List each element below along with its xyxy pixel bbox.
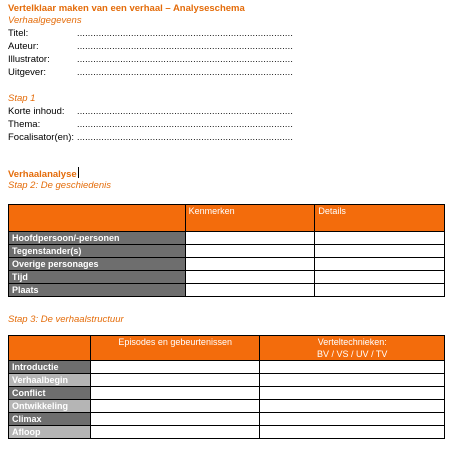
table-row: [9, 413, 445, 426]
dots-thema: ................................................................................: [77, 119, 294, 129]
verteltechnieken-title: Verteltechnieken:: [317, 337, 387, 347]
row-label-hoofdpersoon: Hoofdpersoon/-personen: [9, 232, 186, 245]
cell-kenmerken-tegenstander[interactable]: [185, 245, 315, 258]
cell-techniek-verhaalbegin[interactable]: [260, 374, 445, 387]
section-verhaalanalyse[interactable]: [8, 167, 79, 180]
cell-episodes-verhaalbegin[interactable]: [90, 374, 260, 387]
row-label-overige: Overige personages: [9, 258, 186, 271]
cell-techniek-conflict[interactable]: [260, 387, 445, 400]
cell-techniek-climax[interactable]: [260, 413, 445, 426]
verhaalanalyse-text: Verhaalanalyse: [8, 169, 77, 180]
cell-kenmerken-tijd[interactable]: [185, 271, 315, 284]
table1-header-row: [9, 205, 445, 232]
table2-header-verteltechnieken: [260, 336, 445, 361]
row-label-ontwikkeling: Ontwikkeling: [9, 400, 91, 413]
label-illustrator: Illustrator:: [8, 54, 50, 65]
label-auteur: Auteur:: [8, 41, 39, 52]
table-row: [9, 245, 445, 258]
table2-header-empty: [9, 336, 91, 361]
dots-titel: ................................................................................: [77, 28, 294, 38]
cell-kenmerken-hoofdpersoon[interactable]: [185, 232, 315, 245]
section-stap1: Stap 1: [8, 93, 36, 104]
cell-techniek-afloop[interactable]: [260, 426, 445, 439]
cell-details-overige[interactable]: [315, 258, 445, 271]
table1-header-empty: [9, 205, 186, 232]
row-label-climax: Climax: [9, 413, 91, 426]
cell-episodes-conflict[interactable]: [90, 387, 260, 400]
section-stap2: Stap 2: De geschiedenis: [8, 180, 111, 191]
cell-techniek-ontwikkeling[interactable]: [260, 400, 445, 413]
cell-details-tegenstander[interactable]: [315, 245, 445, 258]
cell-episodes-climax[interactable]: [90, 413, 260, 426]
table2-header-row: [9, 336, 445, 361]
label-focalisator: Focalisator(en):: [8, 132, 74, 143]
table1-header-details: Details: [315, 205, 445, 232]
label-korte-inhoud: Korte inhoud:: [8, 106, 65, 117]
row-label-verhaalbegin: Verhaalbegin: [9, 374, 91, 387]
section-verhaalgegevens: Verhaalgegevens: [8, 15, 82, 26]
row-label-conflict: Conflict: [9, 387, 91, 400]
label-uitgever: Uitgever:: [8, 67, 47, 78]
table-row: [9, 361, 445, 374]
dots-korte-inhoud: ................................................................................: [77, 106, 294, 116]
table-row: [9, 232, 445, 245]
document-title: Vertelklaar maken van een verhaal – Analyseschema: [8, 3, 245, 14]
dots-illustrator: ................................................................................: [77, 54, 294, 64]
cell-techniek-introductie[interactable]: [260, 361, 445, 374]
dots-auteur: ................................................................................: [77, 41, 294, 51]
table-row: [9, 271, 445, 284]
label-titel: Titel:: [8, 28, 29, 39]
table-row: [9, 387, 445, 400]
table-row: [9, 426, 445, 439]
table-row: [9, 374, 445, 387]
row-label-tegenstander: Tegenstander(s): [9, 245, 186, 258]
verteltechnieken-codes: BV / VS / UV / TV: [317, 349, 388, 359]
cell-episodes-ontwikkeling[interactable]: [90, 400, 260, 413]
cell-details-hoofdpersoon[interactable]: [315, 232, 445, 245]
cell-kenmerken-plaats[interactable]: [185, 284, 315, 297]
table-geschiedenis: [8, 204, 445, 297]
table-row: [9, 258, 445, 271]
table-row: [9, 400, 445, 413]
cell-episodes-afloop[interactable]: [90, 426, 260, 439]
row-label-tijd: Tijd: [9, 271, 186, 284]
table-verhaalstructuur: [8, 335, 445, 439]
row-label-plaats: Plaats: [9, 284, 186, 297]
text-cursor: [78, 167, 79, 178]
cell-details-plaats[interactable]: [315, 284, 445, 297]
dots-focalisator: ................................................................................: [77, 132, 294, 142]
cell-details-tijd[interactable]: [315, 271, 445, 284]
table-row: [9, 284, 445, 297]
row-label-afloop: Afloop: [9, 426, 91, 439]
table2-header-episodes: Episodes en gebeurtenissen: [90, 336, 260, 361]
cell-episodes-introductie[interactable]: [90, 361, 260, 374]
dots-uitgever: ................................................................................: [77, 67, 294, 77]
table1-header-kenmerken: Kenmerken: [185, 205, 315, 232]
label-thema: Thema:: [8, 119, 41, 130]
section-stap3: Stap 3: De verhaalstructuur: [8, 314, 124, 325]
cell-kenmerken-overige[interactable]: [185, 258, 315, 271]
row-label-introductie: Introductie: [9, 361, 91, 374]
